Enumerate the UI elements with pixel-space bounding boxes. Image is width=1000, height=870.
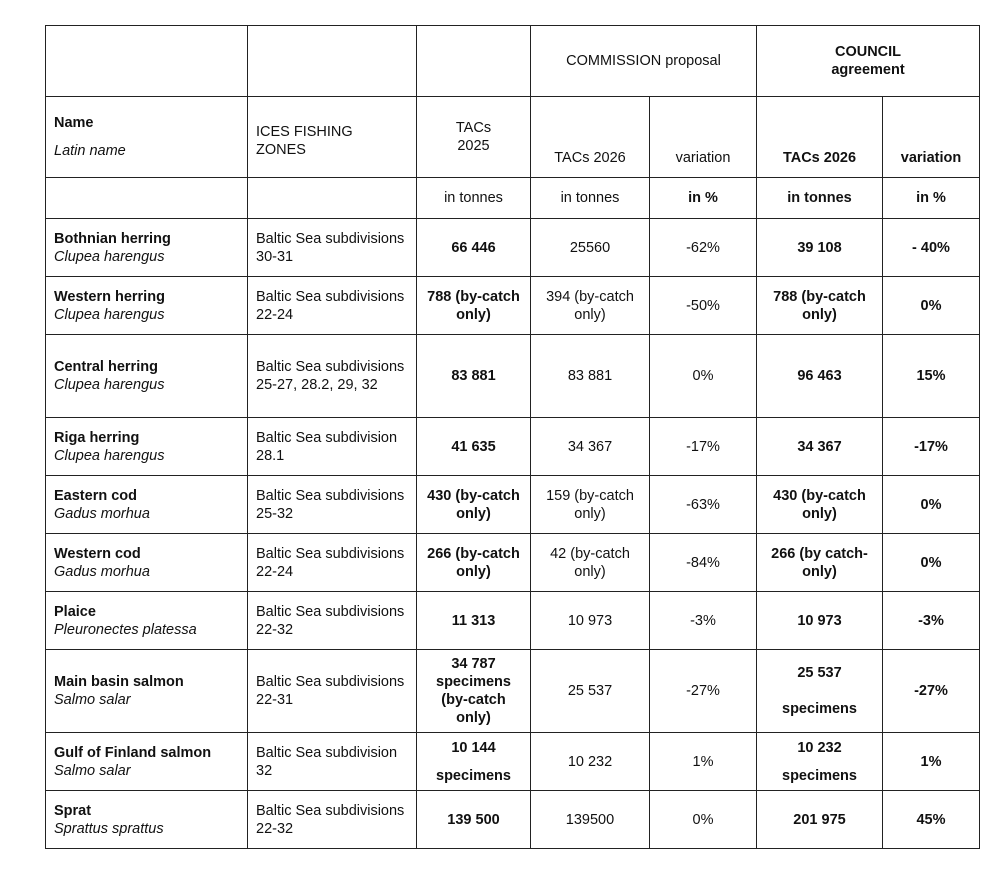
commission-variation-header: variation	[650, 97, 757, 178]
commission-proposal-header: COMMISSION proposal	[531, 26, 757, 97]
council-agreement-header: COUNCIL agreement	[757, 26, 980, 97]
zone-cell: Baltic Sea subdivisions 22-24	[248, 534, 417, 592]
council-tac-cell: 266 (by catch-only)	[757, 534, 883, 592]
species-cell: Bothnian herring Clupea harengus	[46, 219, 248, 277]
zone-cell: Baltic Sea subdivision 32	[248, 733, 417, 791]
commission-variation-cell: -17%	[650, 418, 757, 476]
commission-tacs-2026-header: TACs 2026	[531, 97, 650, 178]
table-row	[46, 219, 980, 277]
commission-tac-cell: 159 (by-catch only)	[531, 476, 650, 534]
zone-cell: Baltic Sea subdivisions 22-24	[248, 277, 417, 335]
species-cell: Western herring Clupea harengus	[46, 277, 248, 335]
commission-variation-cell: -63%	[650, 476, 757, 534]
unit-cell: in tonnes	[757, 178, 883, 219]
council-variation-cell: -17%	[883, 418, 980, 476]
table-row	[46, 592, 980, 650]
commission-tac-cell: 394 (by-catch only)	[531, 277, 650, 335]
tac-2025-cell: 788 (by-catch only)	[417, 277, 531, 335]
council-variation-cell: 45%	[883, 791, 980, 849]
zone-cell: Baltic Sea subdivisions 22-32	[248, 592, 417, 650]
council-variation-cell: - 40%	[883, 219, 980, 277]
zone-cell: Baltic Sea subdivisions 30-31	[248, 219, 417, 277]
table-row	[46, 335, 980, 418]
council-variation-header: variation	[883, 97, 980, 178]
council-variation-cell: 1%	[883, 733, 980, 791]
tac-2025-cell: 11 313	[417, 592, 531, 650]
tac-table	[45, 25, 980, 849]
commission-tac-cell: 25 537	[531, 650, 650, 733]
council-tac-cell: 34 367	[757, 418, 883, 476]
council-tac-cell: 788 (by-catch only)	[757, 277, 883, 335]
council-variation-cell: 15%	[883, 335, 980, 418]
species-cell: Eastern cod Gadus morhua	[46, 476, 248, 534]
unit-cell: in tonnes	[531, 178, 650, 219]
table-row	[46, 534, 980, 592]
name-header: Name Latin name	[46, 97, 248, 178]
council-tac-cell: 201 975	[757, 791, 883, 849]
species-cell: Riga herring Clupea harengus	[46, 418, 248, 476]
unit-cell: in %	[650, 178, 757, 219]
commission-tac-cell: 10 232	[531, 733, 650, 791]
commission-variation-cell: 1%	[650, 733, 757, 791]
zone-cell: Baltic Sea subdivisions 25-27, 28.2, 29, 32	[248, 335, 417, 418]
tac-2025-cell: 41 635	[417, 418, 531, 476]
table-row	[46, 650, 980, 733]
species-cell: Gulf of Finland salmon Salmo salar	[46, 733, 248, 791]
commission-tac-cell: 34 367	[531, 418, 650, 476]
header-row-columns	[46, 97, 980, 178]
tacs-2025-header: TACs 2025	[417, 97, 531, 178]
commission-tac-cell: 139500	[531, 791, 650, 849]
tac-2025-cell: 139 500	[417, 791, 531, 849]
commission-tac-cell: 10 973	[531, 592, 650, 650]
tac-2025-cell: 10 144 specimens	[417, 733, 531, 791]
zone-cell: Baltic Sea subdivision 28.1	[248, 418, 417, 476]
ices-zones-header: ICES FISHING ZONES	[248, 97, 417, 178]
council-tac-cell: 10 973	[757, 592, 883, 650]
commission-variation-cell: -62%	[650, 219, 757, 277]
council-tac-cell: 10 232 specimens	[757, 733, 883, 791]
commission-tac-cell: 83 881	[531, 335, 650, 418]
council-tac-cell: 25 537 specimens	[757, 650, 883, 733]
commission-variation-cell: -84%	[650, 534, 757, 592]
commission-variation-cell: -3%	[650, 592, 757, 650]
table-row	[46, 277, 980, 335]
species-cell: Western cod Gadus morhua	[46, 534, 248, 592]
commission-variation-cell: -50%	[650, 277, 757, 335]
tac-2025-cell: 430 (by-catch only)	[417, 476, 531, 534]
council-variation-cell: -3%	[883, 592, 980, 650]
species-cell: Main basin salmon Salmo salar	[46, 650, 248, 733]
council-tacs-2026-header: TACs 2026	[757, 97, 883, 178]
council-variation-cell: 0%	[883, 277, 980, 335]
council-variation-cell: 0%	[883, 476, 980, 534]
commission-variation-cell: -27%	[650, 650, 757, 733]
tac-2025-cell: 83 881	[417, 335, 531, 418]
zone-cell: Baltic Sea subdivisions 22-31	[248, 650, 417, 733]
commission-variation-cell: 0%	[650, 335, 757, 418]
units-row	[46, 178, 980, 219]
council-tac-cell: 39 108	[757, 219, 883, 277]
zone-cell: Baltic Sea subdivisions 22-32	[248, 791, 417, 849]
header-row-group	[46, 26, 980, 97]
tac-2025-cell: 266 (by-catch only)	[417, 534, 531, 592]
council-tac-cell: 430 (by-catch only)	[757, 476, 883, 534]
council-tac-cell: 96 463	[757, 335, 883, 418]
species-cell: Plaice Pleuronectes platessa	[46, 592, 248, 650]
table-row	[46, 791, 980, 849]
unit-cell: in %	[883, 178, 980, 219]
species-cell: Sprat Sprattus sprattus	[46, 791, 248, 849]
tac-2025-cell: 34 787 specimens (by-catch only)	[417, 650, 531, 733]
species-cell: Central herring Clupea harengus	[46, 335, 248, 418]
tac-2025-cell: 66 446	[417, 219, 531, 277]
table-row	[46, 733, 980, 791]
council-variation-cell: 0%	[883, 534, 980, 592]
commission-variation-cell: 0%	[650, 791, 757, 849]
table-row	[46, 476, 980, 534]
zone-cell: Baltic Sea subdivisions 25-32	[248, 476, 417, 534]
unit-cell: in tonnes	[417, 178, 531, 219]
council-variation-cell: -27%	[883, 650, 980, 733]
commission-tac-cell: 25560	[531, 219, 650, 277]
table-row	[46, 418, 980, 476]
commission-tac-cell: 42 (by-catch only)	[531, 534, 650, 592]
